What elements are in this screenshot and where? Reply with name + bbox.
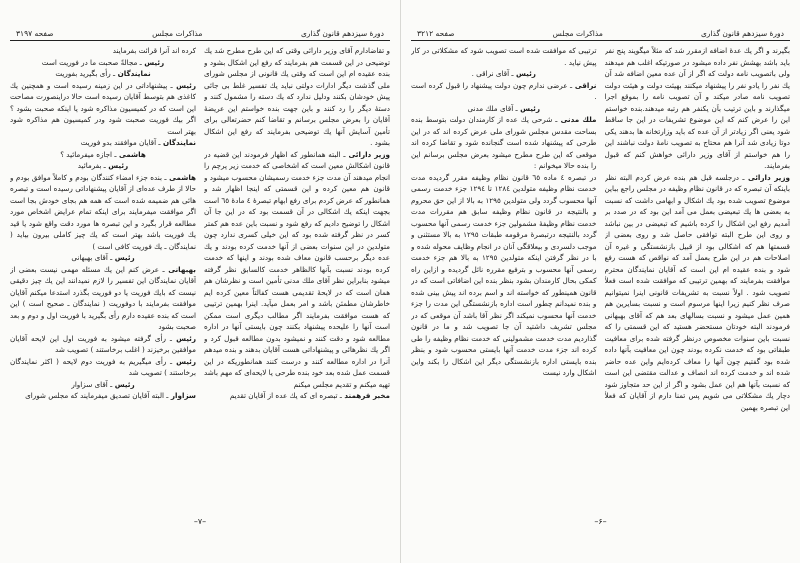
speaker-name: ملك مدنی <box>557 115 597 124</box>
series-title: دورهٔ سیزدهم قانون گذاری <box>300 29 384 38</box>
speaker-name: رئیس <box>172 356 196 366</box>
paragraph-text: در تبصره ٤ ماده ٦٥ قانون نظام وظیفه مقرر گردیده مدت خدمت نظام وظیفه متولدین ۱۲۸٤ تا ۱۲۹٤ جزء خدمت رسمی آنها محسوب گردد ولی متولدین ۱۲۹٥ به بالا از این حق محروم و بالنتیجه در قانون نظام وظیفه سابق هم مقررات مدت خدمت نظام وظیفهٔ مشمولین جزء خدمت رسمی آنها محسوب گردد بالنتیجه درتبصرهٔ مرقومه طبقات ۱۲۹٥ به بالا مستثنی و موجب دلسردی و بیعلاقگی آنان در انجام وظایف محوله شده و با در نظر گرفتن اینکه متولدین ۱۲۹٥ به بالا هم جزء خدمت رسمی آنها محسوب و بترفیع مقرره نائل گردیده و ازاین راه کمکی بحال کارمندان بشود بنظر بنده این اضافاتی است که در قانون همینطور که خواسته اند و اسم برده اند پیش بینی شده و بنده نمیدانم چطور است اداره بازنشستگی این مدت را جزء خدمت آنها محسوب نمیکند اگر نظر آقا باشد آن موقعی که در مجلس تشریف داشتید آن جا تصویب شد و ما در قانون گذاردیم مدت خدمت مشمولینی که خدمت نظام وظیفه را طی کرده اند جزء مدت خدمت آنها بایستی محسوب شود و بنظر بنده بایستی اداره بازنشستگی دیگر این اشکال را بکند واین اشکال وارد نیست <box>411 172 597 377</box>
page-number: –۷– <box>193 517 207 526</box>
speaker-name: نراقی <box>572 80 597 90</box>
speech-paragraph <box>10 390 196 402</box>
speaker-name: رئیس <box>105 161 129 170</box>
text-column <box>204 45 390 513</box>
speech-paragraph <box>10 149 196 161</box>
speech-paragraph <box>204 149 390 391</box>
speech-paragraph <box>411 114 597 172</box>
speaker-name: وزیر دارائی <box>744 172 790 182</box>
speech-paragraph <box>605 172 791 414</box>
paragraph-text: ـ شرحی یك عده از کارمندان دولت بتوسط بنده بساحت مقدس مجلس شورای ملی عرض کرده اند که در این طرحی که پیشنهاد شده است گنجانده شود و تقاضا کرده اند موقعی که این طرح مطرح میشود بعرض مجلس برسانم این را بنده حالا میخوانم : <box>411 115 597 170</box>
publication-title: مذاکرات مجلس <box>152 29 203 38</box>
paragraph-text: کرده اند آنرا قرائت بفرمایند <box>112 46 196 55</box>
paragraph-text: ـ آقایان موافقند بدو فوریت <box>80 138 161 147</box>
paragraph-text: ـ بنده جزء امضاء کنندگان بودم و کاملاً موافق بودم و حالا از طرف عده‌ای از آقایان پیشنهاداتی رسیده است و تبصره هائی هم ضمیمه شده است که همه هم بجای خودش بجا است اگر موافقت میفرمایند برای اینکه تمام عرایض اشخاص مورد مطالعه قرار بگیرد و این تبصره ها مورد دقت واقع شود یا قید یك فوریت باشد بهتر است که یك چیز کاملی بیرون بیاید ( نمایندگان ـ یك فوریت کافی است ) <box>10 172 196 251</box>
paragraph-text: ـ تبصره ای که یك عده از آقایان تقدیم <box>229 391 342 400</box>
speech-paragraph <box>10 137 196 149</box>
page-label: صفحه ۳۲۱۲ <box>417 29 455 38</box>
speaker-name: نمایندگان <box>160 138 196 147</box>
text-columns <box>10 45 390 513</box>
speaker-name: مخبر فرهمند <box>341 391 390 400</box>
speaker-name: نمایندگان <box>115 69 151 78</box>
page-number: –۶– <box>594 517 607 526</box>
speech-paragraph <box>204 390 390 402</box>
text-column <box>10 45 196 513</box>
speech-paragraph <box>10 68 196 80</box>
text-column <box>411 45 597 513</box>
text-paragraph <box>204 45 390 149</box>
text-columns <box>411 45 790 513</box>
speech-paragraph <box>10 379 196 391</box>
page-header <box>411 26 790 41</box>
paragraph-text: ـ رأی گرفته میشود به فوریت اول این لایحه آقایان موافقین برخیزند ( اغلب برخاستند ) تصویب شد <box>10 333 196 354</box>
paragraph-text: ـ آقای بهبهانی <box>71 253 113 262</box>
speaker-name: وزیر دارائی <box>345 149 390 159</box>
paragraph-text: ـ عرض کنم این یك مسئله مهمی نیست بعضی از آقایان نمایندگان این تفسیر را لازم نمیدانند این یك چیز دقیقی نیست که بایك فوریت یا دو فوریت بگذرد استدعا میکنم آقایان موافقت بفرمایند با دوفوریت ( نمایندگان ـ صحیح است ) این است که بنده عقیده دارم رأی بگیرید با فوریت اول و دوم و بعد صحبت بشود <box>10 264 196 331</box>
right-page <box>400 0 800 563</box>
paragraph-text: ـ بفرمائید <box>77 161 106 170</box>
speaker-name: سزاوار <box>168 391 196 400</box>
speaker-name: رئیس <box>112 253 135 262</box>
speaker-name: هاشمی <box>116 149 146 159</box>
paragraph-text: و تقاضادارم آقای وزیر دارائی وقتی که این طرح مطرح شد یك توضیحی در این قسمت هم بفرمایند که رفع این اشکال بشود و بنده عقیده ام این است که وقتی یك قانونی از مجلس شورای ملی گذشت دیگر ادارات دولتی نباید یك تفسیر غلط بی جائی پیش خودشان بکنند ودلیل ندارد که یك دسته را مشمول کنند و دستهٔ دیگر را رد کنند و باین جهت بنده خواستم این عریضهٔ آقایان را بعرض مجلس برسانم و تقاضا کنم حضرتعالی برای تأمین آسایش آنها یك توضیحی بفرمایند که رفع این اشکال بشود . <box>204 46 390 147</box>
paragraph-text: بگیرند و اگر یك عدهٔ اضافه ازمقرر شد که مثلاً میگویند پنج نفر باید باشد بهشش نفر داده میشود در صورتیکه اغلب هم میدهند ولی باتصویب نامه دولت که اگر از آن عده معین اضافه شد آن یك نفر را یادو نفر را پیشنهاد میکنند بهیئت دولت و هیئت دولت تصویب نامه صادر میکند و آن تصویب نامه را بموقع اجرا میگذارند و باین ترتیب باَن یکنفر هم رتبه میدهند.بنده خواستم این را عرض کنم که این موضوع تشریفات در این جا ساقط شود یعنی اگر زیادتر از آن عده که باید وزارتخانه ها بدهند یکی دوتا زیادی شد آنرا هم محتاج به تصویب نامهٔ دولت نباشند این را هم خواستم از آقای وزیر دارائی خواهش کنم که قبول بفرمایند. <box>604 46 790 170</box>
page-header <box>10 26 390 41</box>
paragraph-text: ـ البته همانطور که اظهار فرمودند این قضیه در قانون اشکالش معین است که اشخاصی که خدمت زیر پرچم را انجام میدهند آن مدت جزء خدمت رسمیشان محسوب میشود و قانون هم معین کرده و این قسمتی که اینجا اظهار شد و همانطور که عرض کردم برای رفع ابهام تبصرهٔ ٤ مادهٔ ٦٥ است بجهت اینکه یك اشکالی در آن قسمت بود که در این جا آن اشکال را توضیح دادیم که رفع شود و نسبت باین عده هم کمتر کسر در نظر گرفته شده بود که این خیلی کسری ندارد چون متولدین در این سنوات بعضی از آنها خدمت کرده بودند و یك عده دیگر برحسب قانون معاف شده بودند و اینها که خدمت کرده بودند نسبت بآنها کالظاهر خدمت کالسابق نظر گرفته میشود بنابراین نظر آقای ملك مدنی تأمین است و نظرشان هم همان است که در لایحهٔ تقدیمی هست کفالتاً معین کرده ایم خاطرشان مطمئن باشد و امر بعمل میآید. اینرا بهمین ترتیبی که هست موافقت بفرمایند اگر مطالب دیگری است ممکن است آنها را علیحده پیشنهاد بکنند چون بایستی آنها در اداره مطالعه شود و دقت کنند و نمیشود بدون مطالعه قبول کرد و اگر یك نظرهائی و پیشنهاداتی هست آقایان بدهند و بنده میدهم آنرا در اداره مطالعه کنند و درست کنند همانطوریکه در این قسمت عمل شده بعد خود بنده طرحی یا لایحه‌ای که مهم باشد تهیه میکنم و تقدیم مجلس میکنم <box>204 149 390 389</box>
speech-paragraph <box>10 333 196 356</box>
paragraph-text: ـ رأی بگیرید بفوریت <box>55 69 116 78</box>
text-paragraph <box>10 45 196 57</box>
speech-paragraph <box>411 103 597 115</box>
speech-paragraph <box>411 68 597 80</box>
text-paragraph <box>411 45 597 68</box>
speaker-name: رئیس <box>141 57 165 67</box>
speaker-name: رئیس <box>513 69 536 78</box>
paragraph-text: ـ آقای سزاوار <box>71 379 113 389</box>
publication-title: مذاکرات مجلس <box>552 29 603 38</box>
text-paragraph <box>605 45 791 172</box>
speech-paragraph <box>10 160 196 172</box>
paragraph-text: ـ اجازه میفرمائید ؟ <box>60 149 117 159</box>
speaker-name: بهبهانی <box>164 264 196 274</box>
page-label: صفحه ۳۱۹۷ <box>16 29 54 38</box>
speech-paragraph <box>10 57 196 69</box>
paragraph-text: ـ عرضی ندارم چون دولت پیشنهاد را قبول کرده است . <box>411 80 597 101</box>
paragraph-text: ترتیبی که موافقت شده است تصویب شود که مشکلاتی در کار پیش نیاید . <box>411 46 597 67</box>
paragraph-text: ـ رأی میگیریم به فوریت دوم لایحه ( اکثر نمایندگان برخاستند ) تصویب شد <box>10 356 196 377</box>
speaker-name: رئیس <box>517 103 541 113</box>
paragraph-text: ـ البته آقایان تصدیق میفرمایند که مجلس شورای <box>25 391 169 400</box>
speaker-name: رئیس <box>171 333 196 343</box>
speech-paragraph <box>10 172 196 253</box>
speech-paragraph <box>10 80 196 138</box>
speaker-name: رئیس <box>112 379 135 389</box>
speech-paragraph <box>10 252 196 264</box>
paragraph-text: ـ پیشنهاداتی در این زمینه رسیده است و همچنین یك کاغذی هم بتوسط آقایان رسیده است حالا دراینصورت مصاحت این است که در کمیسیون مذاکره شود یا اینکه صحبت بشود ؟ اگر بیك فوریت صحبت شود ودر کمیسیون هم مذاکره شود بهتر است <box>10 80 196 136</box>
paragraph-text: ـ آقای نراقی . <box>471 69 514 78</box>
text-column <box>605 45 791 513</box>
paragraph-text: ـ آقای ملك مدنی <box>467 103 518 113</box>
series-title: دورهٔ سیزدهم قانون گذاری <box>700 29 784 38</box>
paragraph-text: ـ درجلسه قبل هم بنده عرض کردم البته نظر باینکه آن تبصره که در قانون نظام وظیفه در مجلس راجع بباین موضوع تصویب شده بود یك اشکال و ابهامی داشت که نسبت به بعضی ها یك تبعیضی بعمل می آمد این بود که در صدد بر آمدیم رفع این اشکال را کرده باشیم که تبعیضی در بین نباشد و روی این طرح البته توافقی حاصل شد و روی بعضی از قسمتها هم که اشکالی بود از قبیل بازنشستگی و غیره آن اصلاحات هم در این طرح بعمل آمد که نواقص که هست رفع شود و بنده عقیده ام این است که آقایان نمایندگان محترم موافقت بفرمایند که بهمین ترتیبی که موافقت شده است فعلاً تصویب شود . اولاً نسبت به تشریفات قانونی اینرا نمیتوانیم صرف نظر کنیم زیرا اینها مرسوم است و نسبت بسایرین هم همین عمل میشود و نسبت بسالهای بعد هم که آقای بهبهانی فرمودند البته خودتان مستحضر هستید که این قسمتی را که نسبت باین سنوات مخصوص درنظر گرفته شده برای معافیت طبقاتی بود که خدمت نکرده بودند چون این معافیت بآنها داده شده بود گفتیم چون آنها را معاف کرده‌ایم واین عده حاضر شده اند و خدمت کرده اند انصاف و عدالت مقتضی این است که نسبت بآنها هم این عمل بشود و اگر از این حد متجاوز شود دچار یك مشکلاتی می شویم پس تمنا دارم از آقایان که فعلاً این تبصره بهمین <box>604 172 790 412</box>
paragraph-text: ـ مجالةً صحبت ما در فوریت است <box>41 57 142 67</box>
speech-paragraph <box>10 356 196 379</box>
speech-paragraph <box>10 264 196 333</box>
text-paragraph <box>411 172 597 379</box>
speaker-name: رئیس <box>172 80 196 90</box>
speech-paragraph <box>411 80 597 103</box>
speaker-name: هاشمی <box>166 172 196 182</box>
